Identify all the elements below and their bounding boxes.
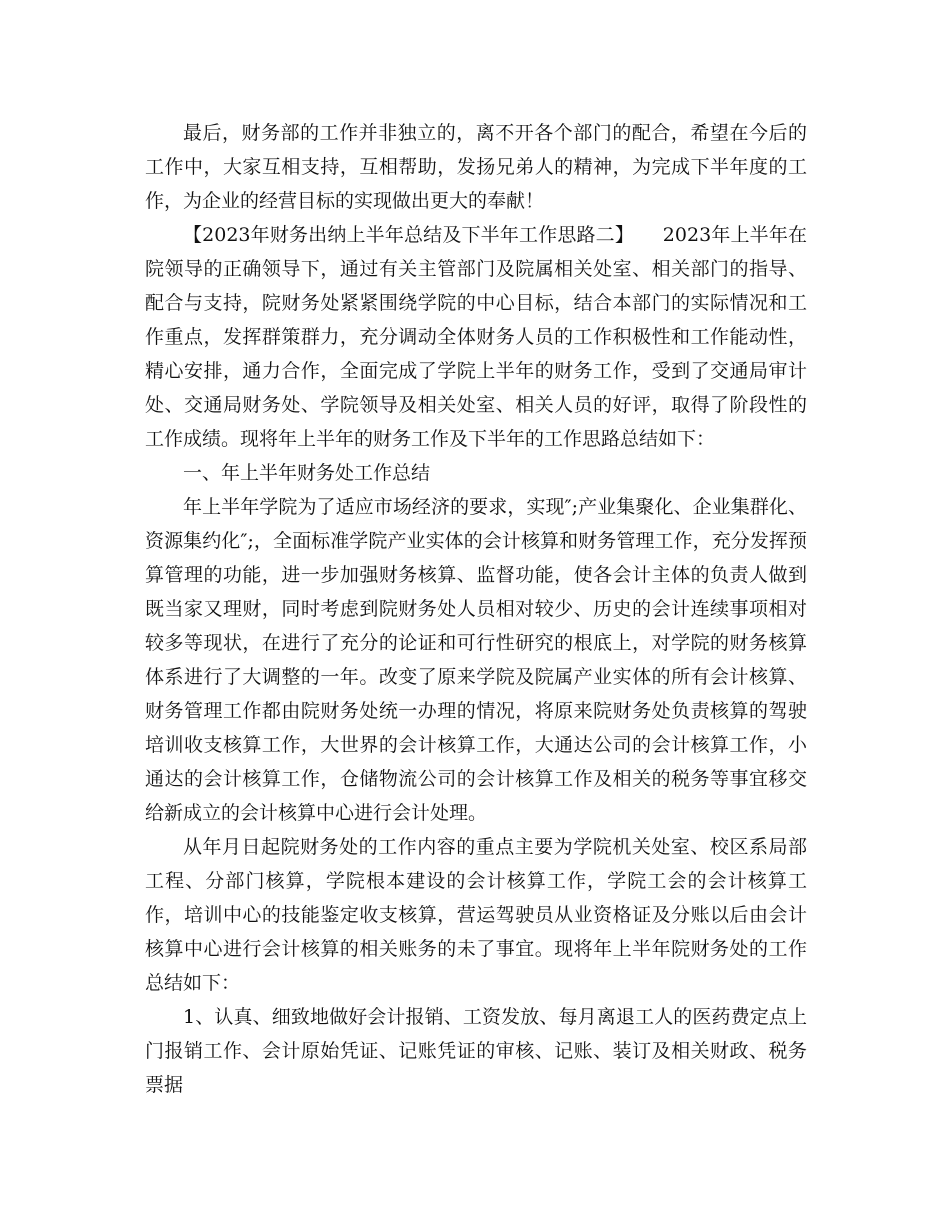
paragraph-section-two-intro: 【2023年财务出纳上半年总结及下半年工作思路二】 2023年上半年在院领导的正确领导下，通过有关主管部门及院属相关处室、相关部门的指导、配合与支持，院财务处紧紧围绕学院的中心目标，结合本部门的实际情况和工作重点，发挥群策群力，充分调动全体财务人员的工作积极性和工作能动性，精心安排，通力合作，全面完成了学院上半年的财务工作，受到了交通局审计处、交通局财务处、学院领导及相关处室、相关人员的好评，取得了阶段性的工作成绩。现将年上半年的财务工作及下半年的工作思路总结如下：	[145, 224, 807, 450]
paragraph-closing: 最后，财务部的工作并非独立的，离不开各个部门的配合，希望在今后的工作中，大家互相支持，互相帮助，发扬兄弟人的精神，为完成下半年度的工作，为企业的经营目标的实现做出更大的奉献！	[145, 122, 807, 212]
paragraph-work-focus: 从年月日起院财务处的工作内容的重点主要为学院机关处室、校区系局部工程、分部门核算，学院根本建设的会计核算工作，学院工会的会计核算工作，培训中心的技能鉴定收支核算，营运驾驶员从业资格证及分账以后由会计核算中心进行会计核算的相关账务的未了事宜。现将年上半年院财务处的工作总结如下：	[145, 836, 807, 994]
section-heading-first-half-summary: 一、年上半年财务处工作总结	[183, 462, 431, 484]
paragraph-item-1: 1、认真、细致地做好会计报销、工资发放、每月离退工人的医药费定点上门报销工作、会计原始凭证、记账凭证的审核、记账、装订及相关财政、税务票据	[145, 1006, 807, 1096]
paragraph-restructuring: 年上半年学院为了适应市场经济的要求，实现″;产业集聚化、企业集群化、资源集约化″;，全面标准学院产业实体的会计核算和财务管理工作，充分发挥预算管理的功能，进一步加强财务核算、监督功能，使各会计主体的负责人做到既当家又理财，同时考虑到院财务处人员相对较少、历史的会计连续事项相对较多等现状，在进行了充分的论证和可行性研究的根底上，对学院的财务核算体系进行了大调整的一年。改变了原来学院及院属产业实体的所有会计核算、财务管理工作都由院财务处统一办理的情况，将原来院财务处负责核算的驾驶培训收支核算工作，大世界的会计核算工作，大通达公司的会计核算工作，小通达的会计核算工作，仓储物流公司的会计核算工作及相关的税务等事宜移交给新成立的会计核算中心进行会计处理。	[145, 496, 807, 824]
document-body	[145, 116, 807, 1102]
